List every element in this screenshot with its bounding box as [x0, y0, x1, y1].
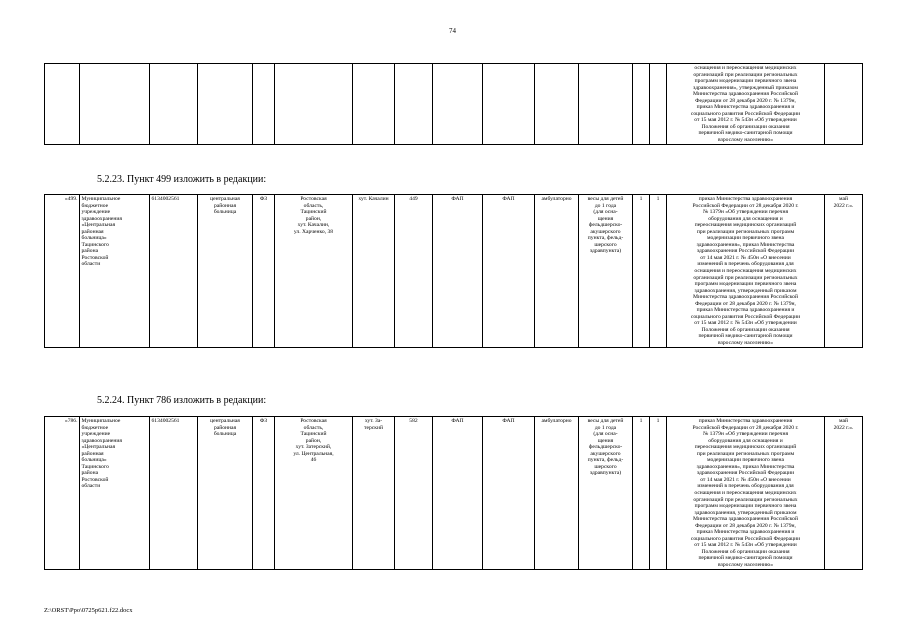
equipment-name-line: весы для детей: [587, 418, 624, 424]
parent-organization-cell: [198, 195, 253, 348]
population: 582: [409, 418, 418, 424]
equipment-name-cell: [579, 417, 633, 570]
section-heading-786: 5.2.24. Пункт 786 изложить в редакции:: [97, 395, 267, 406]
row-number-cell: [45, 195, 80, 348]
legal-basis-line: Федерации от 28 декабря 2020 г. № 1379н,: [695, 97, 796, 104]
address-line: ул. Харченко, 38: [293, 228, 334, 235]
organization-name-line: здравоохранения: [81, 215, 122, 222]
address-line: район,: [305, 437, 322, 444]
row-number: «786.: [64, 418, 78, 424]
equipment-name-line: до 1 года: [594, 424, 617, 431]
equipment-name-line: до 1 года: [594, 202, 617, 209]
facility-type-planned-cell: [483, 195, 535, 348]
legal-basis-line: от 15 мая 2012 г. № 543н «Об утверждении: [694, 117, 797, 124]
equipment-name-line: пункта, фельд-: [587, 457, 624, 464]
legal-basis-line: здравоохранения», приказ Министерства: [696, 241, 795, 248]
legal-basis-line: модернизации первичного звена: [707, 235, 784, 242]
legal-basis-line: взрослому населению»: [717, 340, 774, 347]
deadline-cell: [825, 417, 863, 570]
organization-name-line: Ростовской: [81, 476, 109, 483]
equipment-name-line: фельдшерско-: [588, 222, 623, 229]
equipment-name-line: здравпункта): [589, 248, 622, 255]
table-row: [45, 64, 863, 145]
address-line: область,: [303, 424, 324, 431]
settlement-line: терский: [364, 424, 383, 431]
population: 449: [409, 196, 418, 202]
settlement-line: хут. Качалин: [358, 196, 389, 202]
table-row: [45, 195, 863, 348]
settlement-line: хут. За-: [364, 418, 383, 424]
legal-basis-line: Министерства здравоохранения Российской: [693, 516, 798, 523]
organization-name-cell: [80, 195, 150, 348]
settlement-cell: [353, 195, 395, 348]
facility-type: ФАП: [451, 418, 464, 424]
legal-basis-line: здравоохранения», приказ Министерства: [696, 463, 795, 470]
equipment-name-cell: [579, 195, 633, 348]
equipment-name-line: здравпункта): [589, 470, 622, 477]
legal-basis-line: переоснащения медицинских организаций: [694, 444, 797, 451]
legal-basis-line: Министерства здравоохранения Российской: [693, 294, 798, 301]
legal-basis-line: первичной медико-санитарной помощи: [698, 333, 793, 340]
organization-name-line: бюджетное: [81, 202, 109, 209]
parent-organization-cell: [198, 417, 253, 570]
legal-basis-cell: [667, 195, 825, 348]
page-number: 74: [449, 27, 456, 35]
legal-basis-line: приказ Министерства здравоохранения и: [696, 529, 795, 536]
organization-name-line: «Центральная: [81, 444, 116, 451]
legal-basis-line: модернизации первичного звена: [707, 457, 784, 464]
care-condition: амбулаторно: [541, 196, 572, 202]
parent-organization-line: больница: [213, 431, 237, 438]
legal-basis-line: при реализации региональных программ: [696, 228, 795, 235]
deadline-line: 2022 г.».: [833, 202, 854, 209]
deadline-line: май: [839, 196, 848, 202]
legal-basis-line: Федерации от 28 декабря 2020 г. № 1379н,: [695, 522, 796, 529]
organization-name-line: области: [81, 261, 101, 268]
organization-name-cell: [80, 417, 150, 570]
address-cell: [275, 417, 353, 570]
organization-name-line: Тацинского: [81, 463, 109, 470]
address-line: ул. Центральная,: [293, 450, 334, 457]
legal-basis-line: оборудования для оснащения и: [708, 437, 783, 444]
address-line: Ростовская: [300, 418, 327, 424]
organization-name-line: районная: [81, 450, 104, 457]
legal-basis-line: организаций при реализации региональных: [693, 274, 798, 281]
legal-basis-line: программ модернизации первичного звена: [694, 503, 797, 510]
legal-basis-line: здравоохранения Российской Федерации: [696, 248, 795, 255]
equipment-name-line: акушерского: [590, 228, 621, 235]
organization-name-line: «Центральная: [81, 222, 116, 229]
legal-basis-line: организаций при реализации региональных: [693, 71, 798, 78]
legal-basis-line: Российской Федерации от 28 декабря 2020 г.: [692, 424, 799, 431]
facility-type: ФАП: [451, 196, 464, 202]
inn: 6134002561: [151, 196, 180, 202]
legal-basis-line: здравоохранения, утвержденный приказом: [694, 287, 797, 294]
unit-type-cell: [253, 195, 275, 348]
legal-basis-line: изменений в перечень оборудования для: [697, 261, 794, 268]
population-cell: [395, 195, 433, 348]
legal-basis-line: программ модернизации первичного звена: [694, 78, 797, 85]
legal-basis-line: Положения об организации оказания: [701, 548, 790, 555]
legal-basis-line: Положения об организации оказания: [701, 326, 790, 333]
legal-basis-line: при реализации региональных программ: [696, 450, 795, 457]
address-cell: [275, 195, 353, 348]
organization-name-line: больница»: [81, 235, 107, 242]
inn-cell: [150, 195, 198, 348]
equipment-name-line: шерского: [594, 463, 617, 470]
organization-name-line: района: [81, 470, 99, 477]
care-condition-cell: [535, 195, 579, 348]
table-row: [45, 417, 863, 570]
legal-basis-line: от 14 мая 2021 г. № 450н «О внесении: [700, 254, 791, 261]
equipment-name-line: весы для детей: [587, 196, 624, 202]
legal-basis-line: социального развития Российской Федерации: [690, 535, 801, 542]
equipment-name-line: пункта, фельд-: [587, 235, 624, 242]
legal-basis-line: взрослому населению»: [717, 137, 774, 144]
equipment-name-line: акушерского: [590, 450, 621, 457]
legal-basis-line: здравоохранения Российской Федерации: [696, 470, 795, 477]
address-line: хут. Затерский,: [295, 444, 332, 451]
row-number-cell: [45, 417, 80, 570]
legal-basis-line: социального развития Российской Федерации: [690, 313, 801, 320]
equipment-name-line: фельдшерско-: [588, 444, 623, 451]
table-row-499: [44, 194, 863, 348]
address-line: Ростовская: [300, 196, 327, 202]
parent-organization-line: районная: [213, 424, 237, 431]
address-line: область,: [303, 202, 324, 209]
unit-type-cell: [253, 417, 275, 570]
legal-basis-cell: [667, 64, 825, 145]
legal-basis-line: оснащения и переоснащения медицинских: [694, 490, 797, 497]
row-number: «499.: [64, 196, 78, 202]
legal-basis-cell: [667, 417, 825, 570]
organization-name-line: Муниципальное: [81, 418, 121, 424]
parent-organization-line: больница: [213, 209, 237, 216]
address-line: Тацинский: [300, 431, 327, 438]
quantity-required: 1: [639, 196, 643, 202]
address-line: Тацинский: [300, 209, 327, 216]
care-condition-cell: [535, 417, 579, 570]
organization-name-line: здравоохранения: [81, 437, 122, 444]
equipment-name-line: (для осна-: [593, 431, 618, 438]
legal-basis-line: от 14 мая 2021 г. № 450н «О внесении: [700, 476, 791, 483]
parent-organization-line: районная: [213, 202, 237, 209]
facility-type-planned: ФАП: [502, 196, 515, 202]
parent-organization-line: центральная: [210, 418, 240, 424]
inn: 6134002561: [151, 418, 180, 424]
legal-basis-line: приказ Министерства здравоохранения: [698, 196, 793, 202]
equipment-name-line: щения: [597, 437, 614, 444]
legal-basis-line: Федерации от 28 декабря 2020 г. № 1379н,: [695, 300, 796, 307]
organization-name-line: района: [81, 248, 99, 255]
legal-basis-line: взрослому населению»: [717, 562, 774, 569]
deadline-line: май: [839, 418, 848, 424]
equipment-name-line: шерского: [594, 241, 617, 248]
quantity-required-cell: [633, 195, 650, 348]
table-row-786: [44, 416, 863, 570]
legal-basis-line: Положения об организации оказания: [701, 123, 790, 130]
legal-basis-line: приказ Министерства здравоохранения и: [696, 104, 795, 111]
legal-basis-line: от 15 мая 2012 г. № 543н «Об утверждении: [694, 542, 797, 549]
legal-basis-line: здравоохранения, утвержденный приказом: [694, 509, 797, 516]
organization-name-line: учреждение: [81, 209, 111, 216]
legal-basis-line: изменений в перечень оборудования для: [697, 483, 794, 490]
file-path-footer: Z:\ORST\Ppo\0725p621.f22.docx: [44, 607, 133, 614]
address-line: 46: [310, 457, 317, 464]
facility-type-cell: [433, 195, 483, 348]
legal-basis-line: здравоохранения», утвержденный приказом: [693, 84, 798, 91]
quantity-planned: 1: [656, 196, 660, 202]
deadline-cell: [825, 195, 863, 348]
organization-name-line: Муниципальное: [81, 196, 121, 202]
legal-basis-line: № 1379н «Об утверждении перечня: [702, 431, 789, 438]
quantity-planned: 1: [656, 418, 660, 424]
legal-basis-line: приказ Министерства здравоохранения и: [696, 307, 795, 314]
legal-basis-line: оснащения и переоснащения медицинских: [694, 268, 797, 275]
address-line: район,: [305, 215, 322, 222]
legal-basis-line: социального развития Российской Федерации: [690, 110, 801, 117]
legal-basis-line: оборудования для оснащения и: [708, 215, 783, 222]
unit-type: ФЗ: [259, 418, 268, 424]
organization-name-line: больница»: [81, 457, 107, 464]
organization-name-line: Ростовской: [81, 254, 109, 261]
care-condition: амбулаторно: [541, 418, 572, 424]
inn-cell: [150, 417, 198, 570]
settlement-cell: [353, 417, 395, 570]
organization-name-line: районная: [81, 228, 104, 235]
facility-type-planned: ФАП: [502, 418, 515, 424]
facility-type-planned-cell: [483, 417, 535, 570]
legal-basis-line: переоснащения медицинских организаций: [694, 222, 797, 229]
legal-basis-line: организаций при реализации региональных: [693, 496, 798, 503]
organization-name-line: бюджетное: [81, 424, 109, 431]
legal-basis-line: первичной медико-санитарной помощи: [698, 555, 793, 562]
facility-type-cell: [433, 417, 483, 570]
organization-name-line: Тацинского: [81, 241, 109, 248]
legal-basis-line: программ модернизации первичного звена: [694, 281, 797, 288]
table-continuation: [44, 63, 863, 145]
quantity-planned-cell: [650, 417, 667, 570]
legal-basis-line: № 1379н «Об утверждении перечня: [702, 209, 789, 216]
population-cell: [395, 417, 433, 570]
organization-name-line: учреждение: [81, 431, 111, 438]
legal-basis-line: оснащения и переоснащения медицинских: [694, 65, 797, 71]
legal-basis-line: Министерства здравоохранения Российской: [693, 91, 798, 98]
quantity-required: 1: [639, 418, 643, 424]
deadline-line: 2022 г.».: [833, 424, 854, 431]
legal-basis-line: приказ Министерства здравоохранения: [698, 418, 793, 424]
equipment-name-line: (для осна-: [593, 209, 618, 216]
legal-basis-line: Российской Федерации от 28 декабря 2020 г.: [692, 202, 799, 209]
address-line: хут. Качалин,: [297, 222, 330, 229]
organization-name-line: области: [81, 483, 101, 490]
quantity-planned-cell: [650, 195, 667, 348]
quantity-required-cell: [633, 417, 650, 570]
legal-basis-line: первичной медико-санитарной помощи: [698, 130, 793, 137]
unit-type: ФЗ: [259, 196, 268, 202]
section-heading-499: 5.2.23. Пункт 499 изложить в редакции:: [97, 174, 267, 185]
legal-basis-line: от 15 мая 2012 г. № 543н «Об утверждении: [694, 320, 797, 327]
equipment-name-line: щения: [597, 215, 614, 222]
parent-organization-line: центральная: [210, 196, 240, 202]
